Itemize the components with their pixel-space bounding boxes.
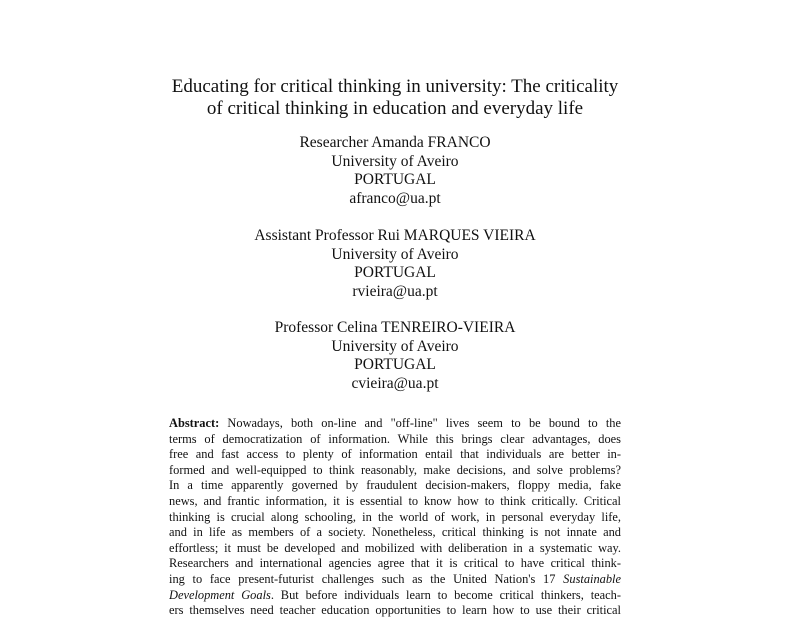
abstract-text: ing to face present-futurist challenges such as the United Nation's 17 [169,571,564,586]
author-name: Professor Celina TENREIRO-VIEIRA [274,319,516,336]
abstract-line: and in life as members of a society. Nonetheless, critical thinking is not innate and [169,525,621,540]
abstract-line: formed and well-equipped to think reasonably, make decisions, and solve problems? [169,462,621,477]
abstract-line: ers themselves need teacher education opportunities to learn how to use their critical [169,603,621,618]
author-block-3 [150,319,640,393]
author-email: cvieira@ua.pt [351,374,439,392]
abstract-line [169,572,621,588]
abstract-line: effortless; it must be developed and mobilized with deliberation in a systematic way. [169,540,621,555]
abstract-line: free and fast access to plenty of information entail that individuals are better in- [169,447,621,462]
author-country: PORTUGAL [354,171,436,188]
author-affiliation: University of Aveiro [331,152,459,170]
abstract-line [169,588,621,604]
author-email: rvieira@ua.pt [352,282,438,300]
abstract-line [169,416,621,432]
author-block-2 [150,227,640,301]
author-block-1 [150,134,640,208]
abstract-italic-text: Development Goals [169,587,271,602]
abstract-text: . But before individuals learn to become critical thinkers, teach- [270,587,621,602]
abstract-line: news, and frantic information, it is essential to know how to think critically. Critical [169,493,621,508]
paper-title [120,76,670,120]
author-country: PORTUGAL [354,356,436,373]
paper-title-line-1: Educating for critical thinking in university: The criticality [171,76,619,97]
abstract-line: terms of democratization of information. While this brings clear advantages, does [169,431,621,446]
author-name: Assistant Professor Rui MARQUES VIEIRA [254,227,536,244]
author-affiliation: University of Aveiro [331,337,459,355]
abstract-text: Nowadays, both on-line and "off-line" lives seem to be bound to the [219,416,621,430]
author-country: PORTUGAL [354,264,436,281]
abstract-line: In a time apparently governed by fraudulent decision-makers, floppy media, fake [169,478,621,493]
author-name: Researcher Amanda FRANCO [299,134,491,151]
paper-title-line-2: of critical thinking in education and everyday life [206,98,584,119]
abstract-line: Researchers and international agencies agree that it is critical to have critical think- [169,556,621,571]
abstract-line: thinking is crucial along schooling, in the world of work, in personal everyday life, [169,509,621,524]
author-email: afranco@ua.pt [349,189,441,207]
author-affiliation: University of Aveiro [331,245,459,263]
abstract-label: Abstract: [169,416,220,430]
abstract [169,416,621,619]
abstract-italic-text: Sustainable [563,571,621,586]
